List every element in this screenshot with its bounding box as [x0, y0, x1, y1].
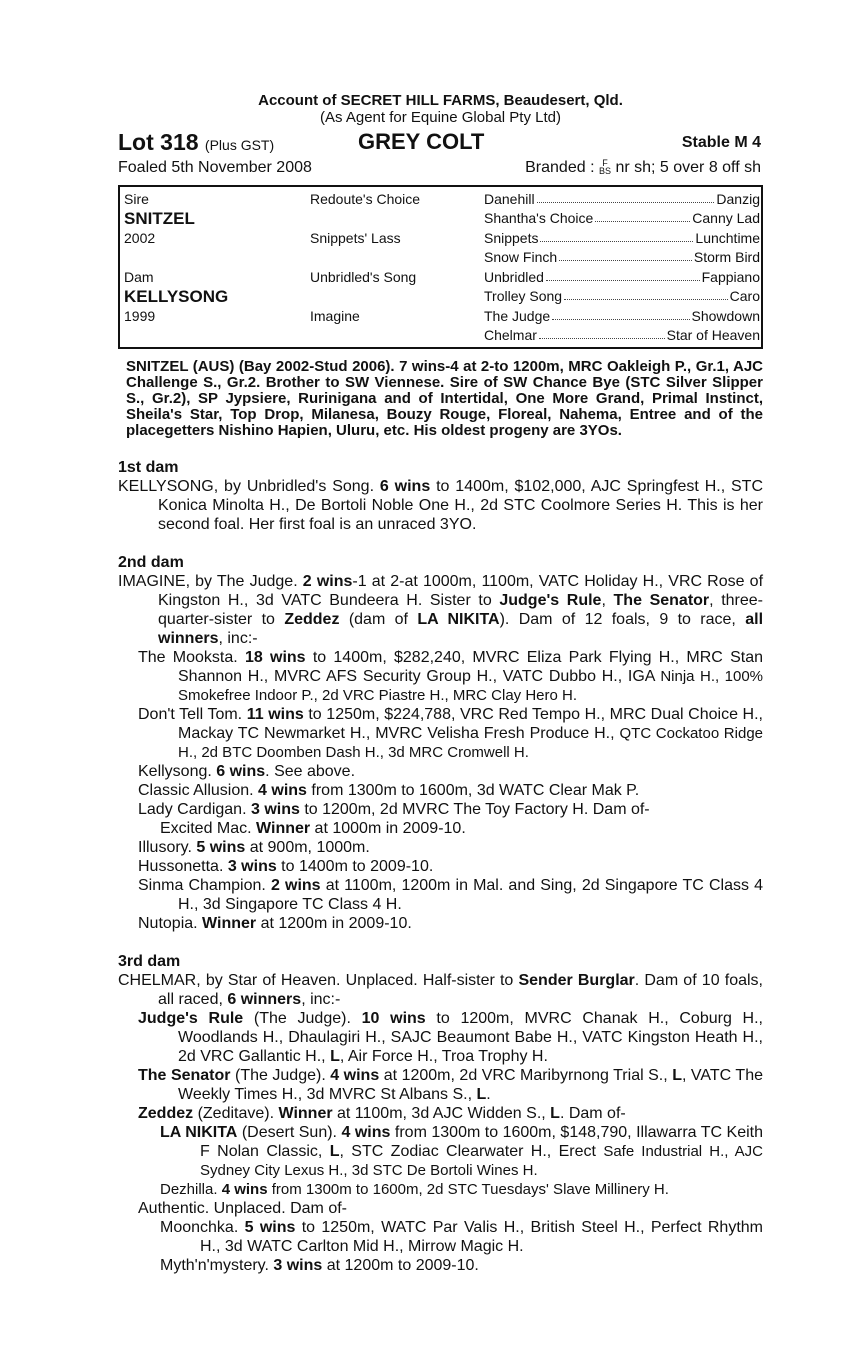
entry-text: to 1400m to 2009-10. — [276, 858, 434, 875]
entry-text: ). Dam of 12 foals, 9 to race, — [499, 611, 746, 628]
entry-text: . See above. — [265, 763, 356, 780]
dam-year: 1999 — [124, 308, 156, 324]
entry-text: Don't Tell Tom. — [138, 706, 247, 723]
brand-top: F — [602, 158, 608, 168]
entry-bold: 4 wins — [258, 782, 307, 799]
entry-bold: 3 wins — [273, 1257, 323, 1274]
pedigree-g3-row — [484, 288, 760, 304]
entry-bold: The Senator — [613, 592, 710, 609]
progeny-entry — [118, 876, 763, 914]
foaled-line — [118, 157, 763, 183]
entry-text: to 1400m, $102,000, AJC Springfest H., STC Konica Minolta H., De Bortoli Noble One H., 2d STC Coolmore Series H. This is her second foal. Her first foal is an unraced 3YO. — [158, 478, 764, 533]
entry-text: , three-quarter-sister to — [158, 592, 764, 628]
entry-text: Classic Allusion. — [138, 782, 259, 799]
g3-sire: Danzig — [716, 191, 760, 207]
sire-dam: Snippets' Lass — [310, 230, 401, 246]
entry-bold: Winner — [202, 915, 257, 932]
dot-leader — [552, 308, 689, 320]
entry-bold: LA NIKITA — [160, 1124, 238, 1141]
brand-mark — [599, 159, 611, 175]
entry-bold: 3 wins — [250, 801, 300, 818]
entry-text: Sinma Champion. — [138, 877, 271, 894]
entry-bold: all winners — [158, 611, 764, 647]
progeny-entry — [118, 1104, 763, 1123]
g3-name: Trolley Song — [484, 288, 563, 304]
pedigree-g3-row — [484, 308, 760, 324]
dot-leader — [546, 269, 700, 281]
vendor-account: Account of SECRET HILL FARMS, Beaudesert, Qld. — [258, 92, 623, 109]
g3-sire: Fappiano — [701, 269, 760, 285]
progeny-entry — [118, 857, 763, 876]
entry-bold: 6 wins — [379, 478, 431, 495]
g3-sire: Star of Heaven — [666, 327, 760, 343]
entry-bold: 18 wins — [244, 649, 306, 666]
g3-sire: Lunchtime — [695, 230, 760, 246]
entry-text: , — [601, 592, 614, 609]
entry-text: , inc:- — [218, 630, 258, 647]
entry-text: (Zeditave). — [193, 1105, 279, 1122]
branded-rest: nr sh; 5 over 8 off sh — [615, 159, 761, 176]
progeny-entry — [118, 1123, 763, 1180]
g3-name: Snippets — [484, 230, 539, 246]
entry-text: Myth'n'mystery. — [160, 1257, 274, 1274]
branded-label: Branded : — [525, 159, 595, 176]
entry-bold: 10 wins — [361, 1010, 426, 1027]
entry-text: Kellysong. — [138, 763, 217, 780]
g3-name: Shantha's Choice — [484, 210, 594, 226]
entry-text: Dezhilla. — [160, 1181, 222, 1198]
sire-label: Sire — [124, 191, 149, 207]
entry-text: from 1300m to 1600m, 2d STC Tuesdays' Slave Millinery H. — [267, 1181, 669, 1198]
entry-bold: Winner — [256, 820, 311, 837]
entry-bold: 3 wins — [227, 858, 277, 875]
progeny-entry — [118, 648, 763, 705]
vendor-agent: (As Agent for Equine Global Pty Ltd) — [320, 109, 561, 126]
stable-number: Stable M 4 — [681, 134, 761, 151]
first-dam-heading: 1st dam — [118, 459, 179, 476]
entry-text: . Dam of- — [559, 1105, 626, 1122]
g3-sire: Showdown — [691, 308, 760, 324]
entry-text: . Dam of 10 foals, all raced, — [158, 972, 763, 1008]
dot-leader — [564, 288, 728, 300]
g3-sire: Caro — [729, 288, 760, 304]
progeny-entry — [118, 781, 763, 800]
pedigree-table — [118, 185, 763, 349]
brand-info — [525, 159, 761, 177]
entry-text: , Air Force H., Troa Trophy H. — [339, 1048, 548, 1065]
entry-bold: L — [476, 1086, 487, 1103]
entry-text: at 1000m in 2009-10. — [310, 820, 466, 837]
progeny-entry — [118, 1180, 763, 1199]
entry-text: to 1200m, 2d MVRC The Toy Factory H. Dam of- — [299, 801, 650, 818]
entry-bold: 4 wins — [221, 1181, 268, 1198]
progeny-entry — [118, 1066, 763, 1104]
progeny-entry — [118, 1256, 763, 1275]
entry-text: . — [486, 1086, 491, 1103]
entry-bold: 5 wins — [244, 1219, 296, 1236]
dot-leader — [539, 327, 665, 339]
entry-text: Hussonetta. — [138, 858, 228, 875]
entry-bold: Judge's Rule — [499, 592, 602, 609]
catalogue-page — [118, 92, 763, 1275]
foaled-date: Foaled 5th November 2008 — [118, 159, 312, 176]
entry-text: Moonchka. — [160, 1219, 245, 1236]
g3-name: Chelmar — [484, 327, 537, 343]
entry-bold: L — [329, 1143, 340, 1160]
entry-text: Nutopia. — [138, 915, 203, 932]
sire-name: SNITZEL — [124, 209, 195, 228]
progeny-entry — [118, 705, 763, 762]
entry-text: from 1300m to 1600m, $148,790, Illawarra TC Keith F Nolan Classic, — [200, 1124, 764, 1160]
dam-dam: Imagine — [310, 308, 360, 324]
lot-description: GREY COLT — [358, 129, 485, 154]
entry-text: at 900m, 1000m. — [245, 839, 370, 856]
progeny-entry — [118, 1218, 763, 1256]
dot-leader — [595, 210, 690, 222]
progeny-entry — [118, 838, 763, 857]
pedigree-g3-row — [484, 327, 760, 343]
entry-bold: 4 wins — [330, 1067, 380, 1084]
entry-text: CHELMAR, by Star of Heaven. Unplaced. Half-sister to — [118, 972, 519, 989]
entry-bold: Judge's Rule — [138, 1010, 244, 1027]
third-dam-entry — [118, 971, 763, 1009]
dot-leader — [559, 249, 692, 261]
progeny-entry — [118, 1009, 763, 1066]
gst-note: (Plus GST) — [204, 137, 275, 153]
dam-name: KELLYSONG — [124, 287, 229, 306]
entry-text: Lady Cardigan. — [138, 801, 251, 818]
entry-bold: 5 wins — [196, 839, 246, 856]
lot-label: Lot 318 — [118, 129, 199, 155]
entry-bold: 4 wins — [341, 1124, 391, 1141]
entry-text: Illusory. — [138, 839, 197, 856]
dam-label: Dam — [124, 269, 154, 285]
third-dam-heading: 3rd dam — [118, 953, 181, 970]
pedigree-g3-row — [484, 249, 760, 265]
entry-text: to 1400m, $282,240, MVRC Eliza Park Flying H., MRC Stan Shannon H., MVRC AFS Security Group H., VATC Dubbo H., IGA — [178, 649, 764, 685]
second-dam-heading: 2nd dam — [118, 554, 184, 571]
progeny-entry — [118, 819, 763, 838]
sire-sire: Redoute's Choice — [310, 191, 421, 207]
dot-leader — [540, 230, 693, 242]
dam-sire: Unbridled's Song — [310, 269, 417, 285]
entry-text: Safe Industrial H., AJC Sydney City Lexus H., 3d STC De Bortoli Wines H. — [200, 1143, 764, 1179]
lot-line — [118, 129, 763, 157]
pedigree-g3-row — [484, 230, 760, 246]
entry-text: (The Judge). — [243, 1010, 362, 1027]
entry-bold: L — [550, 1105, 560, 1122]
progeny-entry — [118, 914, 763, 933]
entry-text: (The Judge). — [230, 1067, 331, 1084]
g3-name: The Judge — [484, 308, 551, 324]
sire-summary: SNITZEL (AUS) (Bay 2002-Stud 2006). 7 wins-4 at 2-to 1200m, MRC Oakleigh P., Gr.1, AJC Challenge S., Gr.2. Brother to SW Viennese. Sire of SW Chance Bye (STC Silver Slipper S., Gr.2), SP Jypsiere, Rurinigana and of Intertidal, One More Grand, Primal Instinct, Sheila's Star, Top Drop, Milanesa, Bouzy Rouge, Floreal, Nahema, Entree and of the placegetters Nishino Hapien, Uluru, etc. His oldest progeny are 3YOs. — [126, 358, 763, 439]
pedigree-g3-row — [484, 191, 760, 207]
entry-text: to 1200m, MVRC Chanak H., Coburg H., Woodlands H., Dhaulagiri H., SAJC Beaumont Babe H., VATC Kingston Heath H., 2d VRC Gallantic H., — [178, 1010, 763, 1065]
pedigree-g3-row — [484, 210, 760, 226]
entry-bold: 6 winners — [227, 991, 302, 1008]
entry-bold: 11 wins — [246, 706, 304, 723]
entry-text: QTC Cockatoo Ridge H., 2d BTC Doomben Dash H., 3d MRC Cromwell H. — [178, 725, 764, 761]
entry-bold: L — [672, 1067, 682, 1084]
g3-name: Snow Finch — [484, 249, 558, 265]
entry-bold: 2 wins — [302, 573, 353, 590]
entry-text: at 1100m, 3d AJC Widden S., — [332, 1105, 551, 1122]
sire-year: 2002 — [124, 230, 156, 246]
entry-bold: Winner — [278, 1105, 333, 1122]
dot-leader — [537, 191, 715, 203]
entry-text: (Desert Sun). — [237, 1124, 342, 1141]
entry-text: Excited Mac. — [160, 820, 257, 837]
entry-text: to 1250m, $224,788, VRC Red Tempo H., MRC Dual Choice H., Mackay TC Newmarket H., MVRC Velisha Fresh Produce H., — [178, 706, 764, 742]
first-dam-entry — [118, 477, 763, 534]
entry-bold: Sender Burglar — [518, 972, 635, 989]
entry-bold: The Senator — [138, 1067, 231, 1084]
entry-text: The Mooksta. — [138, 649, 245, 666]
entry-text: at 1200m to 2009-10. — [322, 1257, 479, 1274]
entry-text: at 1200m in 2009-10. — [256, 915, 412, 932]
entry-bold: L — [330, 1048, 340, 1065]
entry-bold: 2 wins — [270, 877, 321, 894]
entry-text: , inc:- — [301, 991, 341, 1008]
second-dam-entry — [118, 572, 763, 648]
entry-text: KELLYSONG, by Unbridled's Song. — [118, 478, 380, 495]
progeny-entry — [118, 762, 763, 781]
g3-name: Danehill — [484, 191, 535, 207]
entry-bold: Zeddez — [284, 611, 340, 628]
entry-text: to 1250m, WATC Par Valis H., British Steel H., Perfect Rhythm H., 3d WATC Carlton Mid H., Mirrow Magic H. — [200, 1219, 764, 1255]
entry-text: Ninja H., 100% Smokefree Indoor P., 2d VRC Piastre H., MRC Clay Hero H. — [178, 668, 763, 704]
entry-text: , STC Zodiac Clearwater H., Erect — [339, 1143, 604, 1160]
entry-bold: Zeddez — [138, 1105, 194, 1122]
entry-text: Authentic. Unplaced. Dam of- — [138, 1200, 347, 1217]
pedigree-g3-row — [484, 269, 760, 285]
g3-name: Unbridled — [484, 269, 544, 285]
lot-number — [118, 129, 274, 156]
entry-bold: LA NIKITA — [417, 611, 500, 628]
entry-text: -1 at 2-at 1000m, 1100m, VATC Holiday H., VRC Rose of Kingston H., 3d VATC Bundeera H. Sister to — [158, 573, 764, 609]
entry-text: at 1200m, 2d VRC Maribyrnong Trial S., — [379, 1067, 673, 1084]
entry-text: from 1300m to 1600m, 3d WATC Clear Mak P. — [306, 782, 640, 799]
progeny-entry — [118, 1199, 763, 1218]
g3-sire: Canny Lad — [692, 210, 760, 226]
entry-text: (dam of — [339, 611, 418, 628]
g3-sire: Storm Bird — [693, 249, 760, 265]
entry-bold: 6 wins — [216, 763, 266, 780]
entry-text: at 1100m, 1200m in Mal. and Sing, 2d Singapore TC Class 4 H., 3d Singapore TC Class 4 H. — [178, 877, 764, 913]
entry-text: , VATC The Weekly Times H., 3d MVRC St Albans S., — [178, 1067, 763, 1103]
progeny-entry — [118, 800, 763, 819]
brand-bottom: BS — [598, 166, 611, 176]
entry-text: IMAGINE, by The Judge. — [118, 573, 303, 590]
